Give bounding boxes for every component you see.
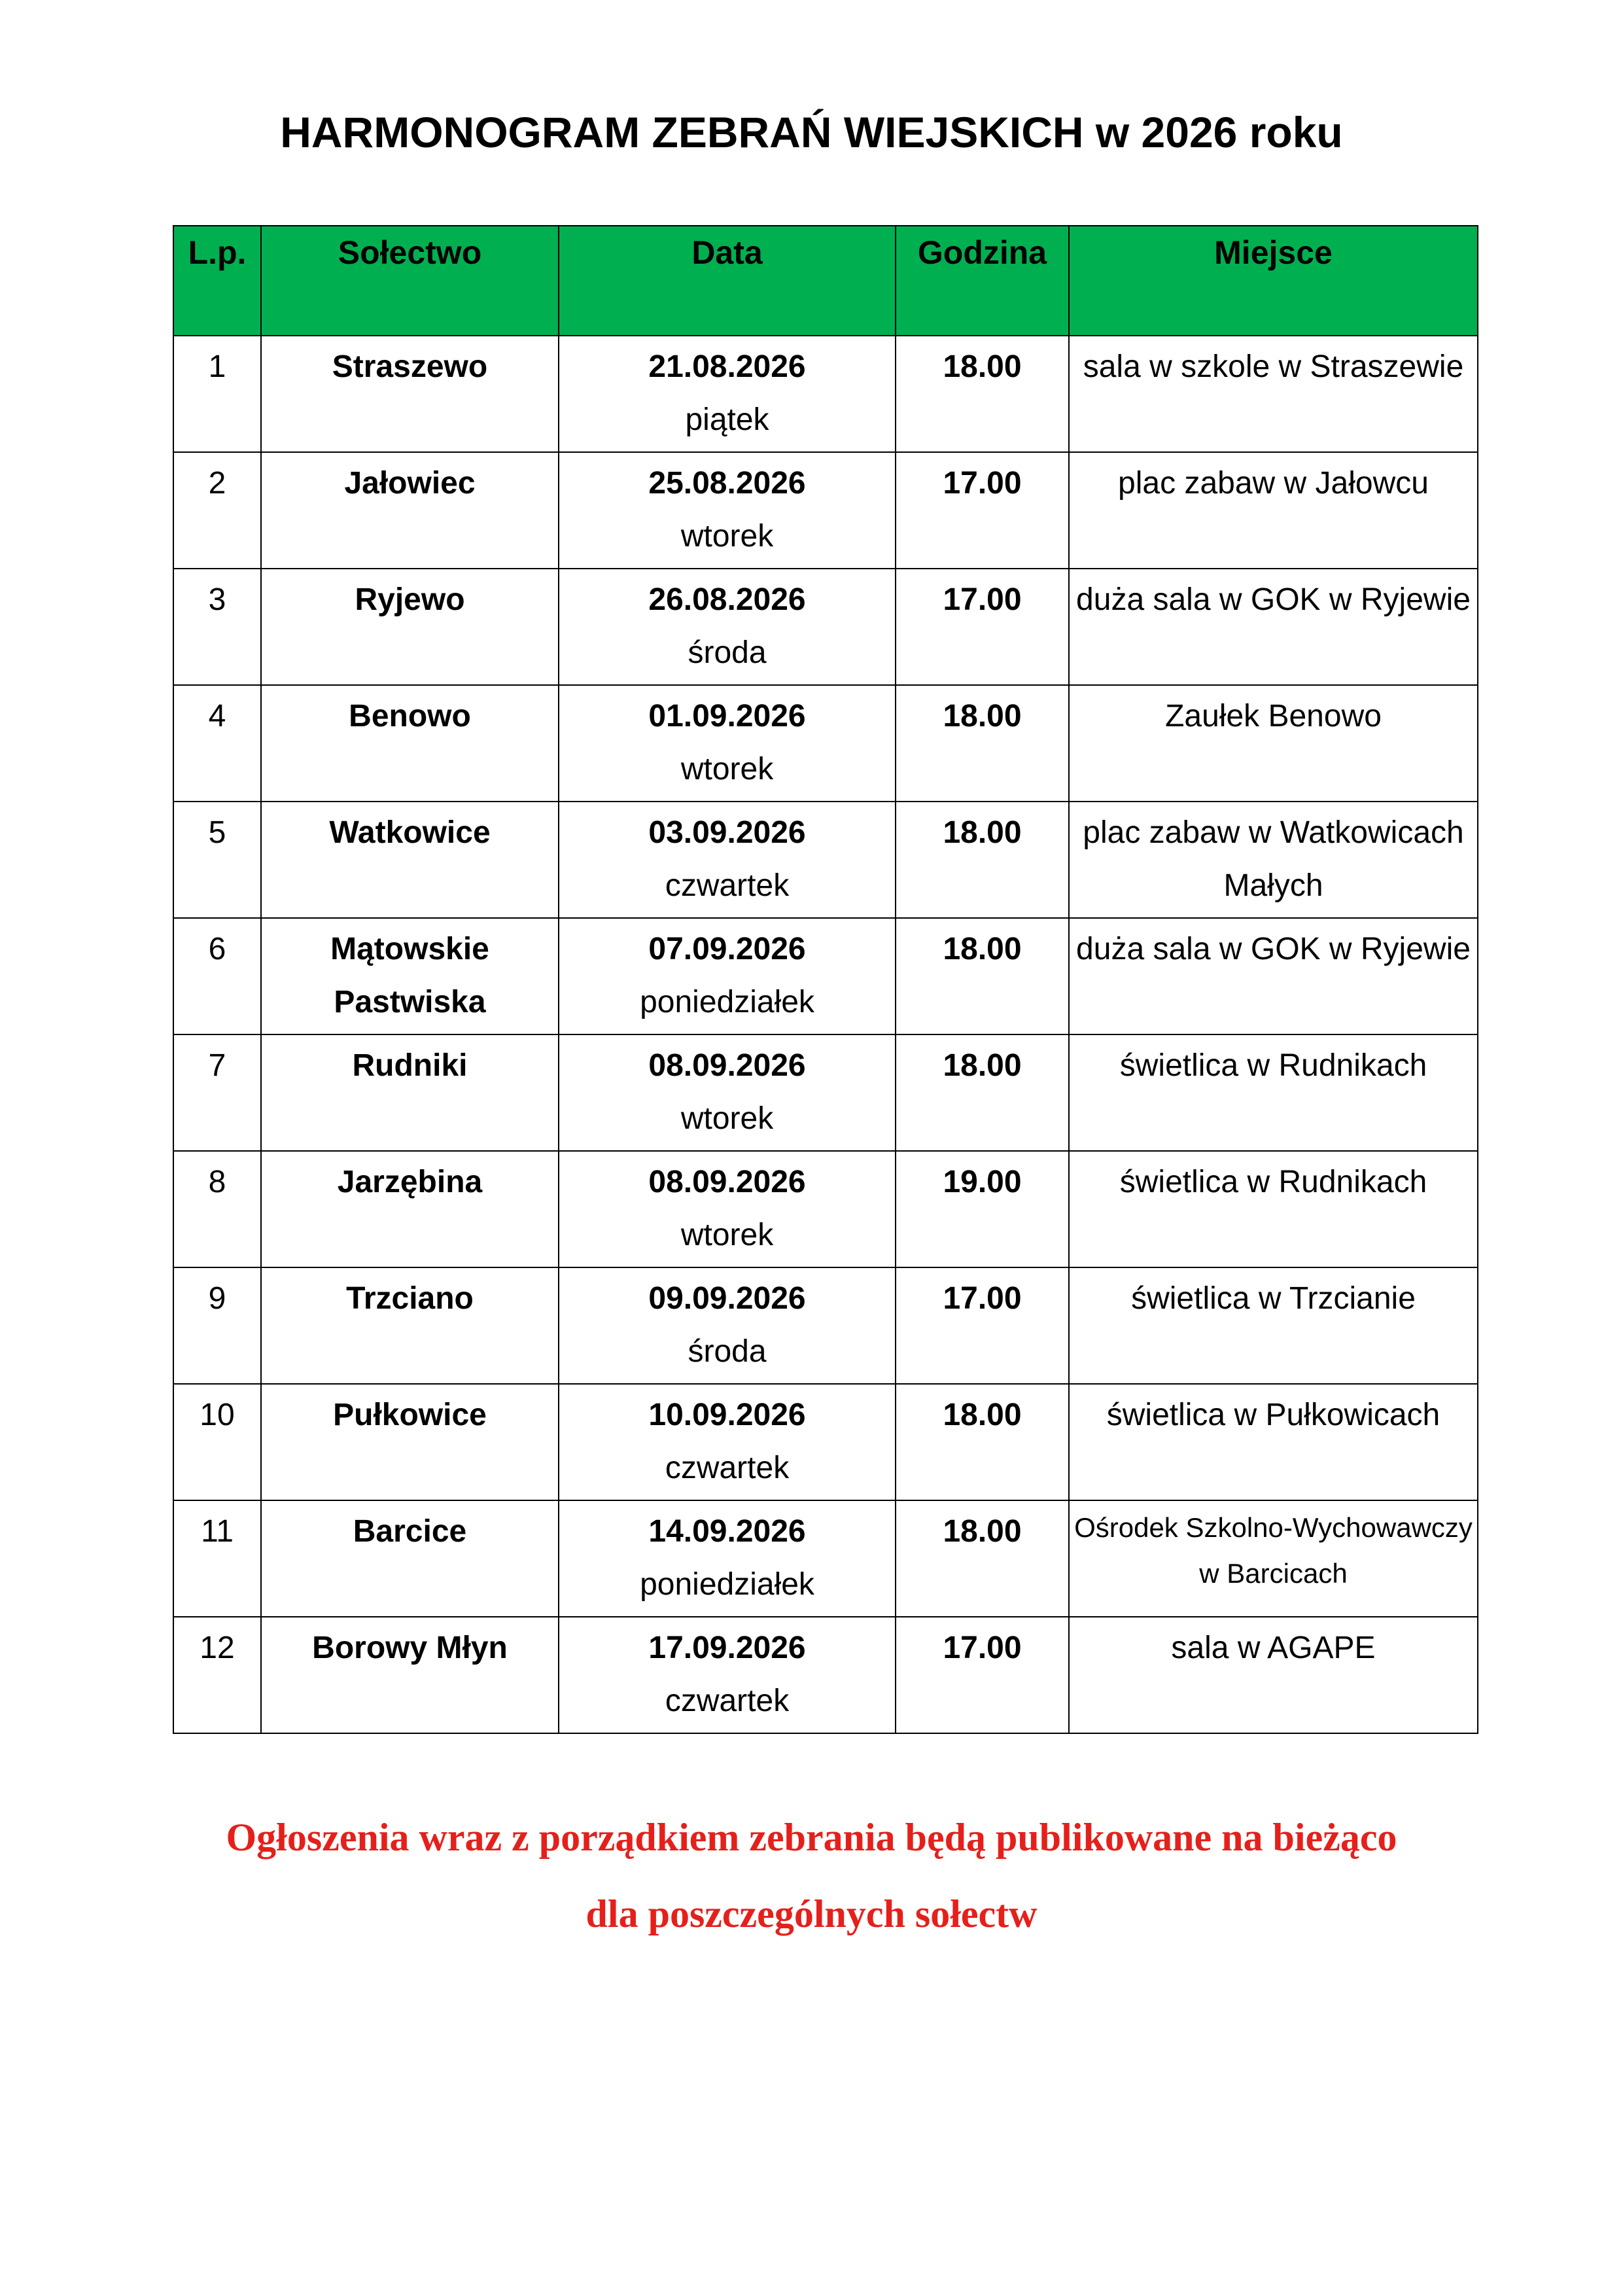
- row-number: 4: [173, 685, 261, 802]
- row-number: 8: [173, 1151, 261, 1267]
- meeting-date-cell: [559, 1034, 896, 1151]
- meeting-hour: 18.00: [896, 1500, 1069, 1617]
- meeting-hour: 17.00: [896, 1267, 1069, 1384]
- meeting-weekday: czwartek: [665, 1684, 790, 1718]
- meeting-date: 08.09.2026: [648, 1048, 806, 1083]
- meeting-hour: 18.00: [896, 1384, 1069, 1500]
- schedule-table-body: [173, 336, 1478, 1733]
- meeting-date-cell: [559, 1151, 896, 1267]
- meeting-date: 21.08.2026: [648, 349, 806, 384]
- meeting-date: 07.09.2026: [648, 932, 806, 966]
- schedule-table: [173, 225, 1478, 1734]
- row-number: 6: [173, 918, 261, 1034]
- meeting-date: 17.09.2026: [648, 1631, 806, 1665]
- village-name: Pułkowice: [261, 1384, 559, 1500]
- meeting-date-cell: [559, 1267, 896, 1384]
- meeting-hour: 19.00: [896, 1151, 1069, 1267]
- meeting-place: świetlica w Rudnikach: [1069, 1151, 1478, 1267]
- table-row: [173, 1151, 1478, 1267]
- meeting-date: 25.08.2026: [648, 466, 806, 501]
- meeting-weekday: poniedziałek: [640, 1567, 814, 1602]
- table-row: [173, 1500, 1478, 1617]
- notice-line-2: dla poszczególnych sołectw: [585, 1892, 1038, 1935]
- row-number: 1: [173, 336, 261, 452]
- meeting-weekday: czwartek: [665, 868, 790, 903]
- schedule-table-header: [173, 226, 1478, 336]
- meeting-weekday: poniedziałek: [640, 985, 814, 1019]
- row-number: 3: [173, 569, 261, 685]
- meeting-hour: 17.00: [896, 1617, 1069, 1733]
- table-row: [173, 685, 1478, 802]
- meeting-place: świetlica w Trzcianie: [1069, 1267, 1478, 1384]
- meeting-date-cell: [559, 569, 896, 685]
- meeting-place: duża sala w GOK w Ryjewie: [1069, 569, 1478, 685]
- meeting-weekday: środa: [688, 635, 767, 670]
- meeting-place: sala w AGAPE: [1069, 1617, 1478, 1733]
- meeting-place: plac zabaw w Watkowicach Małych: [1069, 802, 1478, 918]
- table-row: [173, 1267, 1478, 1384]
- meeting-weekday: wtorek: [680, 752, 774, 786]
- village-name: Jałowiec: [261, 452, 559, 569]
- row-number: 5: [173, 802, 261, 918]
- table-row: [173, 336, 1478, 452]
- row-number: 7: [173, 1034, 261, 1151]
- row-number: 11: [173, 1500, 261, 1617]
- meeting-date: 08.09.2026: [648, 1165, 806, 1199]
- meeting-place: duża sala w GOK w Ryjewie: [1069, 918, 1478, 1034]
- meeting-place: plac zabaw w Jałowcu: [1069, 452, 1478, 569]
- village-name: Benowo: [261, 685, 559, 802]
- village-name: Barcice: [261, 1500, 559, 1617]
- header-hour: Godzina: [896, 226, 1069, 336]
- row-number: 9: [173, 1267, 261, 1384]
- meeting-place: świetlica w Pułkowicach: [1069, 1384, 1478, 1500]
- header-village: Sołectwo: [261, 226, 559, 336]
- meeting-date-cell: [559, 1500, 896, 1617]
- meeting-date: 26.08.2026: [648, 582, 806, 617]
- table-row: [173, 569, 1478, 685]
- village-name: Trzciano: [261, 1267, 559, 1384]
- meeting-hour: 18.00: [896, 918, 1069, 1034]
- table-row: [173, 918, 1478, 1034]
- meeting-date-cell: [559, 918, 896, 1034]
- header-date: Data: [559, 226, 896, 336]
- meeting-place: sala w szkole w Straszewie: [1069, 336, 1478, 452]
- meeting-hour: 18.00: [896, 1034, 1069, 1151]
- row-number: 10: [173, 1384, 261, 1500]
- meeting-date: 09.09.2026: [648, 1281, 806, 1316]
- row-number: 2: [173, 452, 261, 569]
- meeting-date: 14.09.2026: [648, 1514, 806, 1549]
- village-name: Rudniki: [261, 1034, 559, 1151]
- table-row: [173, 452, 1478, 569]
- meeting-date-cell: [559, 802, 896, 918]
- page-title: HARMONOGRAM ZEBRAŃ WIEJSKICH w 2026 roku: [280, 108, 1343, 156]
- table-row: [173, 1384, 1478, 1500]
- village-name: Borowy Młyn: [261, 1617, 559, 1733]
- table-row: [173, 1617, 1478, 1733]
- meeting-date-cell: [559, 1617, 896, 1733]
- village-name: Mątowskie Pastwiska: [261, 918, 559, 1034]
- meeting-hour: 17.00: [896, 452, 1069, 569]
- meeting-place: Ośrodek Szkolno-Wychowawczy w Barcicach: [1069, 1500, 1478, 1617]
- village-name: Ryjewo: [261, 569, 559, 685]
- announcement-notice: [0, 1799, 1623, 1952]
- meeting-weekday: czwartek: [665, 1451, 790, 1485]
- meeting-date-cell: [559, 336, 896, 452]
- meeting-date: 03.09.2026: [648, 815, 806, 850]
- notice-line-1: Ogłoszenia wraz z porządkiem zebrania będą publikowane na bieżąco: [226, 1816, 1397, 1859]
- meeting-weekday: wtorek: [680, 1101, 774, 1136]
- meeting-date-cell: [559, 685, 896, 802]
- meeting-weekday: środa: [688, 1334, 767, 1369]
- header-num: L.p.: [173, 226, 261, 336]
- meeting-weekday: wtorek: [680, 519, 774, 554]
- meeting-date: 10.09.2026: [648, 1398, 806, 1432]
- meeting-hour: 18.00: [896, 685, 1069, 802]
- meeting-place: świetlica w Rudnikach: [1069, 1034, 1478, 1151]
- meeting-hour: 17.00: [896, 569, 1069, 685]
- village-name: Watkowice: [261, 802, 559, 918]
- header-row: [173, 226, 1478, 336]
- meeting-hour: 18.00: [896, 336, 1069, 452]
- header-place: Miejsce: [1069, 226, 1478, 336]
- meeting-date-cell: [559, 452, 896, 569]
- village-name: Straszewo: [261, 336, 559, 452]
- meeting-place: Zaułek Benowo: [1069, 685, 1478, 802]
- village-name: Jarzębina: [261, 1151, 559, 1267]
- meeting-date-cell: [559, 1384, 896, 1500]
- table-row: [173, 802, 1478, 918]
- meeting-hour: 18.00: [896, 802, 1069, 918]
- meeting-weekday: piątek: [685, 402, 769, 437]
- table-row: [173, 1034, 1478, 1151]
- meeting-date: 01.09.2026: [648, 699, 806, 733]
- meeting-weekday: wtorek: [680, 1218, 774, 1252]
- row-number: 12: [173, 1617, 261, 1733]
